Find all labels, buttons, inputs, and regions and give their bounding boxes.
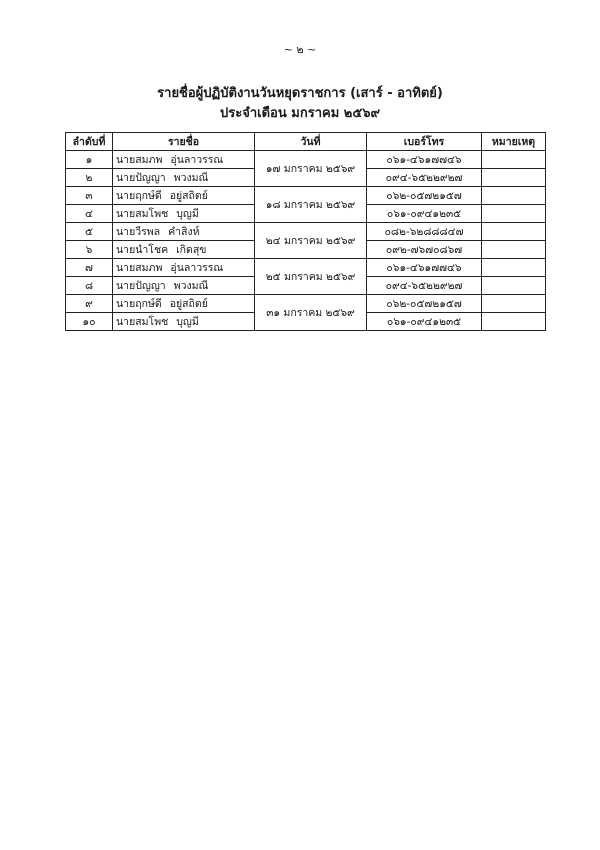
table-row (66, 151, 546, 169)
row-phone: ๐๖๑-๔๖๑๗๗๔๖ (367, 151, 482, 169)
document-title: รายชื่อผู้ปฏิบัติงานวันหยุดราชการ (เสาร์ - อาทิตย์) (157, 86, 443, 101)
row-name: นายวีรพล คำสิงห์ (113, 223, 255, 241)
header-order: ลำดับที่ (66, 133, 113, 151)
row-date: ๒๕ มกราคม ๒๕๖๙ (255, 259, 367, 295)
row-order: ๗ (66, 259, 113, 277)
row-date: ๓๑ มกราคม ๒๕๖๙ (255, 295, 367, 331)
table-row (66, 223, 546, 241)
row-phone: ๐๘๒-๖๒๘๘๘๔๗ (367, 223, 482, 241)
row-order: ๙ (66, 295, 113, 313)
table-row (66, 295, 546, 313)
row-order: ๑๐ (66, 313, 113, 331)
row-order: ๕ (66, 223, 113, 241)
row-phone: ๐๖๑-๐๙๔๑๒๓๕ (367, 205, 482, 223)
table-row (66, 187, 546, 205)
row-order: ๘ (66, 277, 113, 295)
row-order: ๓ (66, 187, 113, 205)
row-name: นายนำโชค เกิดสุข (113, 241, 255, 259)
row-name: นายสมภพ อุ่นลาวรรณ (113, 259, 255, 277)
row-phone: ๐๙๒-๗๖๗๐๘๖๗ (367, 241, 482, 259)
row-note (482, 223, 546, 241)
row-note (482, 187, 546, 205)
row-note (482, 241, 546, 259)
row-phone: ๐๖๒-๐๕๗๒๑๕๗ (367, 187, 482, 205)
header-name: รายชื่อ (113, 133, 255, 151)
row-phone: ๐๖๑-๔๖๑๗๗๔๖ (367, 259, 482, 277)
row-phone: ๐๙๔-๖๕๒๒๙๒๗ (367, 169, 482, 187)
row-note (482, 295, 546, 313)
header-note: หมายเหตุ (482, 133, 546, 151)
row-note (482, 277, 546, 295)
row-phone: ๐๖๒-๐๕๗๒๑๕๗ (367, 295, 482, 313)
row-note (482, 313, 546, 331)
row-note (482, 259, 546, 277)
table-row (66, 259, 546, 277)
row-date: ๑๘ มกราคม ๒๕๖๙ (255, 187, 367, 223)
row-name: นายฤกษ์ดี อยู่สถิตย์ (113, 187, 255, 205)
row-name: นายปัญญา พวงมณี (113, 169, 255, 187)
row-order: ๔ (66, 205, 113, 223)
row-name: นายสมโพช บุญมี (113, 313, 255, 331)
table-header-row (66, 133, 546, 151)
duty-roster-table (65, 132, 546, 331)
header-phone: เบอร์โทร (367, 133, 482, 151)
row-name: นายปัญญา พวงมณี (113, 277, 255, 295)
row-phone: ๐๙๔-๖๕๒๒๙๒๗ (367, 277, 482, 295)
row-name: นายฤกษ์ดี อยู่สถิตย์ (113, 295, 255, 313)
row-date: ๒๔ มกราคม ๒๕๖๙ (255, 223, 367, 259)
header-date: วันที่ (255, 133, 367, 151)
row-order: ๑ (66, 151, 113, 169)
row-order: ๒ (66, 169, 113, 187)
row-order: ๖ (66, 241, 113, 259)
row-name: นายสมโพช บุญมี (113, 205, 255, 223)
row-note (482, 205, 546, 223)
page-number: ~ ๒ ~ (283, 43, 317, 56)
row-note (482, 151, 546, 169)
row-name: นายสมภพ อุ่นลาวรรณ (113, 151, 255, 169)
document-subtitle: ประจำเดือน มกราคม ๒๕๖๙ (220, 106, 380, 121)
row-phone: ๐๖๑-๐๙๔๑๒๓๕ (367, 313, 482, 331)
row-date: ๑๗ มกราคม ๒๕๖๙ (255, 151, 367, 187)
row-note (482, 169, 546, 187)
